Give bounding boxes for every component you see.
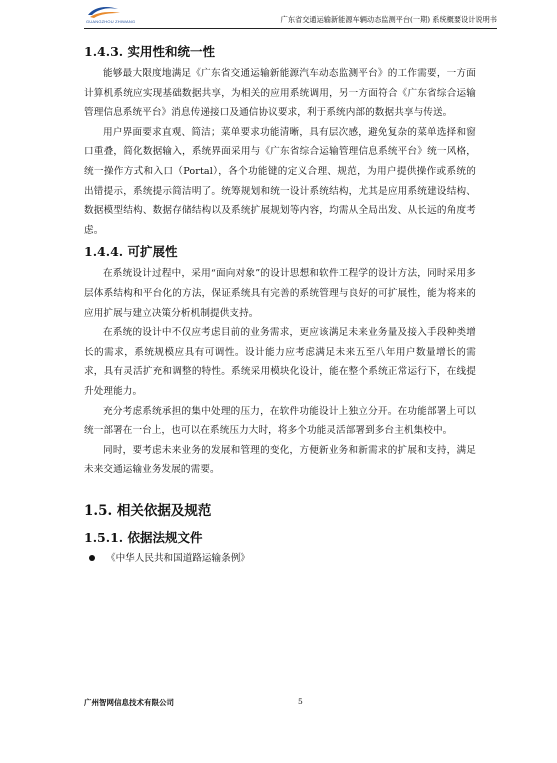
paragraph: 用户界面要求直观、简洁；菜单要求功能清晰，具有层次感，避免复杂的菜单选择和窗口重叠，简化数据输入，系统界面采用与《广东省综合运输管理信息系统平台》统一风格，统一操作方式和入口（Portal），各个功能键的定义合理、规范，为用户提供操作或系统的出错提示，系统提示简洁明了。统筹规划和统一设计系统结构，尤其是应用系统建设结构、数据模型结构、数据存储结构以及系统扩展规划等内容，均需从全局出发、从长远的角度考虑。 [84,126,476,236]
section-heading-1-5: 1.5. 相关依据及规范 [84,502,212,519]
logo-text: GUANGZHOU ZHIWANG [86,19,136,24]
bullet-icon [89,555,95,561]
paragraph: 能够最大限度地满足《广东省交通运输新能源汽车动态监测平台》的工作需要，一方面计算机系统应实现基础数据共享，为相关的应用系统调用，另一方面符合《广东省综合运输管理信息系统平台》消息传递接口及通信协议要求，利于系统内部的数据共享与传送。 [84,68,476,119]
header-title: 广东省交通运输新能源车辆动态监测平台(一期) 系统概要设计说明书 [280,15,497,24]
list-item-text: 《中华人民共和国道路运输条例》 [106,552,250,564]
page-header [84,6,497,29]
section-heading-1-5-1: 1.5.1. 依据法规文件 [84,529,203,545]
section-heading-1-4-4: 1.4.4. 可扩展性 [84,244,178,260]
main-content [84,44,476,568]
paragraph: 在系统的设计中不仅应考虑目前的业务需求，更应该满足未来业务量及接入手段种类增长的需求，系统规模应具有可调性。设计能力应考虑满足未来五至八年用户数量增长的需求，具有灵活扩充和调整的特性。系统采用模块化设计，能在整个系统正常运行下，在线提升处理能力。 [84,327,476,397]
company-logo [84,4,136,26]
list-item [84,550,476,568]
section-heading-1-4-3: 1.4.3. 实用性和统一性 [84,44,216,59]
page-number: 5 [298,697,303,706]
paragraph: 同时，要考虑未来业务的发展和管理的变化，方便新业务和新需求的扩展和支持，满足未来交通运输业务发展的需要。 [84,444,476,476]
logo-mark-icon [84,4,124,20]
footer-company: 广州智网信息技术有限公司 [84,698,174,707]
paragraph: 充分考虑系统承担的集中处理的压力，在软件功能设计上独立分开。在功能部署上可以统一部署在一台上，也可以在系统压力大时，将多个功能灵活部署到多台主机集校中。 [84,405,476,437]
paragraph: 在系统设计过程中，采用“面向对象”的设计思想和软件工程学的设计方法，同时采用多层体系结构和平台化的方法，保证系统具有完善的系统管理与良好的可扩展性，能为将来的应用扩展与建立决策分析机制提供支持。 [84,268,476,319]
